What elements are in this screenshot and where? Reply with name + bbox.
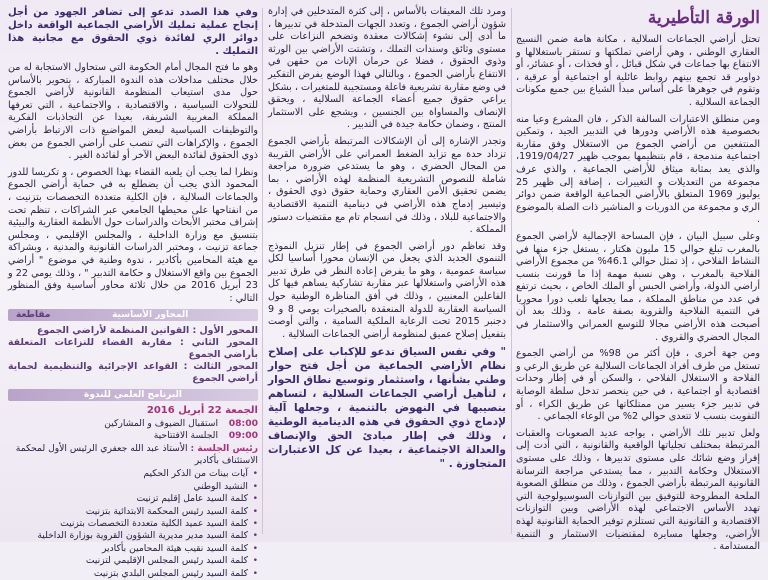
paragraph: ولعل تدبير تلك الأراضي ، يواجه عديد الصعوبات والعقبات المرتبطة بمختلف تجلياتها الواقعية والقانونية ، التي أدت إلى إفراز وضع شائك على مستوى تدبيرها ، وذلك على مستوى الاستغلال وحكامة التدبير ، مما يستدعي مراجعة الترسانة القانونية المرتبطة بأراضي الجموع ، وذلك من منطلق الصعوبة الملحة المطروحة للتوفيق بين التوازنات السوسيولوجية التي تهدد الأساس الاجتماعي لهذه الأراضي وبين التوازنات الاقتصادية و القانونية التي تستلزم توفير الحماية القانونية لهذه الأراضي، وجعلها مسايرة لمقتضيات الاستثمار و التنمية المستدامة . bbox=[516, 427, 760, 553]
paragraph: ومن جهة أخرى ، فإن أكثر من 98% من أراضي الجموع تستغل من طرف أفراد الجماعات السلالية عن طريق الرعي و الفلاحة و الاستغلال الفلاحي ، والسكن أو في إطار وحدات اقتصادية أو اجتماعية ، في حين ينحصر تدخل سلطة الوصاية في تدبير جزء يسير من ممتلكاتها عن طريق الكراء ، أو التفويت بنسب لا تتعدى حوالي 2% من الوعاء الجماعي . bbox=[516, 348, 760, 423]
program-section-header bbox=[8, 389, 258, 401]
list-item: • كلمة السيد نقيب هيئة المحامين بأكادير bbox=[8, 543, 248, 555]
paragraph: وعلى سبيل البيان ، فإن المساحة الإجمالية لأراضي الجموع بالمغرب تبلغ حوالي 15 مليون هكتار ، يستغل جزء منها في النشاط الفلاحي ، إذ تمثل حوالي 46.1% من مجموع الأراضي الفلاحية بالمغرب ، وهي نسبة مهمة إذا ما قورنت بنسب أراضي الدولة، وأراضي الحبس أو الملك الخاص ، بحيث ترتفع في عدد من مناطق المملكة ، مما يجعلها تلعب دورا محوريا في التنمية الفلاحية والقروية بصفة عامة ، وذلك بعد أن أصبحت هذه الأراضي مجالا للتوسع العمراني والاستثمار في المجال الحضري والقروي . bbox=[516, 230, 760, 343]
axes-list bbox=[8, 325, 258, 385]
paragraph: ونظرا لما يجب أن يلعبه القضاء بهذا الخصوص ، و تكريسا للدور المحمود الذي يجب أن يضطلع به في حماية أراضي الجموع والجماعات السلالية ، فإن الكلية متعددة التخصصات بتزنيت ، من انفتاحها على محيطها الجامعي عبر الشراكات ، تنظم تحت إشراف مختبر الأبحاث والدراسات حول الأنظمة العقارية والبيئية بتنسيق مع وزارة الداخلية ، والمجلس الإقليمي ، ومجلس جماعة تزنيت ، ومختبر الدراسات القانونية والمدنية ، وبشراكة مع هيئة المحامين بأكادير ، ندوة وطنية في موضوع " أراضي الجموع بين واقع الاستغلال و حكامة التدبير " ، وذلك يومي 22 و 23 أبريل 2016 من خلال ثلاثة محاور أساسية وفق المنظور التالي : bbox=[8, 166, 259, 304]
section-title: البرنامج العلمي للندوة bbox=[84, 390, 183, 401]
intro-statement: وفي هذا الصدد تدعو إلى تضافر الجهود من أجل إنجاح عملية تمليك الأراضي الجماعية الواقعة داخل دوائر الري لفائدة ذوي الحقوق مع مجانية هذا التمليك . bbox=[8, 7, 258, 57]
schedule-row bbox=[8, 430, 258, 442]
list-item: • النشيد الوطني bbox=[8, 481, 248, 493]
schedule-row bbox=[8, 418, 258, 430]
schedule-desc: استقبال الضيوف و المشاركين bbox=[104, 418, 218, 430]
axis-item: المحور الأول : القوانين المنظمة لأراضي الجموع bbox=[36, 325, 258, 337]
paragraph: تحتل أراضي الجماعات السلالية ، مكانة هامة ضمن النسيج العقاري الوطني ، وهي أراضي تملكتها و تستقر باستغلالها و الانتفاع بها جماعات في شكل قبائل ، أو فخذات ، أو عشائر، أو دواوير قد تجمع بينهم روابط عائلية أو اجتماعية أو عرقية ، وتقوم في جوهرها على أساس مبدأ الشياع بين جميع مكونات الجماعة السلالية . bbox=[516, 34, 760, 108]
paragraph: ومن منطلق الاعتبارات السالفة الذكر ، فان المشرع وعيا منه بخصوصية هذه الأراضي ودورها في التدبير الجيد ، وتمكين المنتفعين من أراضي الجموع من الاستغلال وفق مقاربة اجتماعية مندمجة ، قام بتنظيمها بموجب ظهير 1919/04/27، والذي يعد بمثابة ميثاق للأراضي الجماعية ، والذي عرف مجموعة من التعديلات و التغييرات ، إضافة إلى ظهير 25 يوليوز 1969 المتعلق بالأراضي الجماعية الواقعة ضمن دوائر الري و مجموعة من الدوريات و المناشير ذات الصلة بالموضوع . bbox=[516, 113, 761, 226]
paragraph: ومرد تلك المعيقات بالأساس ، إلى كثرة المتدخلين في إدارة شؤون أراضي الجموع ، وتعدد الجهات المتدخلة في تدبيرها ، ما أدى إلى نشوء إشكالات معقدة وتضخم النزاعات على مستوى وثائق وسندات التملك ، وتشتت الأراضي بين الورثة وذوي الحقوق ، فضلا عن حرمان الإناث من حقهن في الانتفاع بأراضي الجموع ، وبالتالي فهذا الوضع يفرض التفكير في وضع مقاربة تشريعية فاعلة ومستجيبة للمتغيرات ، بشكل يراعي حقوق جميع أعضاء الجماعة السلالية ، ويحقق الإنصاف والمساواة بين الجنسين ، ويشجع على الاستثمار المنتج ، وضمان حكامة جيدة في التدبير . bbox=[268, 6, 506, 131]
list-item: • كلمة السيد مدير مديرية الشؤون القروية بوزارة الداخلية bbox=[8, 530, 248, 542]
session-chair-name: الأستاذ عبد الله جعفري الرئيس الأول لمحكمة الاستئناف بأكادير bbox=[15, 443, 258, 467]
left-column bbox=[8, 6, 259, 579]
schedule-desc: الجلسة الافتتاحية bbox=[153, 430, 218, 442]
page-title: الورقة التأطيرية bbox=[647, 8, 760, 28]
session-label: رئيس الجلسة : bbox=[190, 443, 258, 455]
program-date: الجمعة 22 أبريل 2016 bbox=[146, 405, 258, 417]
session-chair bbox=[8, 443, 258, 467]
schedule-time: 09:00 bbox=[228, 430, 258, 442]
axis-item: المحور الثالث : القواعد الإجرائية والتنظيمية لحماية أراضي الجموع bbox=[8, 361, 258, 385]
paragraph: وقد تعاظم دور أراضي الجموع في إطار تنزيل النموذج التنموي الجديد الذي يجعل من الإنسان محورا أساسيا لكل سياسة عمومية ، وهو ما يفرض إعادة النظر في طرق تدبير هذه الأراضي واستغلالها عبر مقاربة تشاركية يساهم فيها كل الفاعلين المعنيين ، وذلك في أفق المناظرة الوطنية حول السياسة العقارية للدولة المنعقدة بالصخيرات يومي 8 و 9 دجنبر 2015 تحت الرعاية الملكية السامية ، والتي أوصت بتفعيل إصلاح عميق لمنظومة أراضي الجماعات السلالية . bbox=[268, 240, 507, 340]
axes-section-header: المحاور الأساسية مقاطعة bbox=[8, 309, 258, 321]
list-item: • آيات بينات من الذكر الحكيم bbox=[8, 468, 248, 480]
right-column bbox=[516, 6, 761, 553]
section-title: المحاور الأساسية bbox=[112, 310, 189, 321]
middle-column bbox=[268, 6, 506, 536]
schedule-time: 08:00 bbox=[228, 418, 258, 430]
list-item: • كلمة السيد عامل إقليم تزنيت bbox=[8, 493, 248, 505]
column-divider bbox=[262, 8, 263, 534]
list-item: • كلمة السيد رئيس المجلس البلدي بتزنيت bbox=[8, 568, 248, 580]
paragraph: وتجدر الإشارة إلى أن الإشكالات المرتبطة بأراضي الجموع تزداد حدة مع تزايد الضغط العمراني على الأراضي القريبة من المجال الحضري ، وهو ما يستدعي ضرورة مراجعة شاملة للنصوص التشريعية المنظمة لهذه الأراضي ، بما يضمن تحقيق الأمن العقاري وحماية حقوق ذوي الحقوق ، وتيسير إدماج هذه الأراضي في دينامية التنمية الاقتصادية والاجتماعية للبلاد ، وذلك في انسجام تام مع مقتضيات دستور المملكة . bbox=[268, 135, 506, 236]
speakers-list bbox=[8, 468, 258, 580]
list-item: • كلمة السيد عميد الكلية متعددة التخصصات بتزنيت bbox=[8, 518, 248, 530]
list-item: • كلمة السيد رئيس المجلس الإقليمي لتزنيت bbox=[8, 555, 248, 567]
paragraph: وهو ما فتح المجال أمام الحكومة التي ستحاول الاستجابة له من خلال مختلف مداخلات هذه الندوة المباركة ، بتحوير بالأساس حول مدى استيعاب المنظومة القانونية لأراضي الجموع للتحولات السياسية ، والاقتصادية ، والاجتماعية ، التي تعرفها المملكة المغربية الشريفة، بعيدا عن التجاذبات الفكرية والتوظيفات السياسية لبعض المواضيع ذات الارتباط بأراضي الجموع ، والإكراهات التي تنصب على أراضي الجموع من بعض ذوي الحقوق لفائدة البعض الآخر أو لفائدة الغير . bbox=[8, 62, 258, 162]
list-item: • كلمة السيد رئيس المحكمة الابتدائية بتزنيت bbox=[8, 506, 248, 518]
axis-item: المحور الثاني : مقاربة القضاء للنزاعات المتعلقة بأراضي الجموع bbox=[8, 337, 258, 361]
column-divider bbox=[511, 8, 512, 534]
royal-quote: " وفي نفس السياق ندعو للإكباب على إصلاح نظام الأراضي الجماعية من أجل فتح حوار وطني بشأنها ، واستثمار وتوسيع نطاق الحوار ، لتأهيل أراضي الجماعات السلالية ، لتساهم بنصيبها في النهوض بالتنمية ، وجعلها آلية لإدماج ذوي الحقوق في هذه الدينامية الوطنية ، وذلك في إطار مبادئ الحق والإنصاف والعدالة الاجتماعية ، بعيدا عن كل الاعتبارات المتجاوزة . " bbox=[268, 346, 506, 471]
